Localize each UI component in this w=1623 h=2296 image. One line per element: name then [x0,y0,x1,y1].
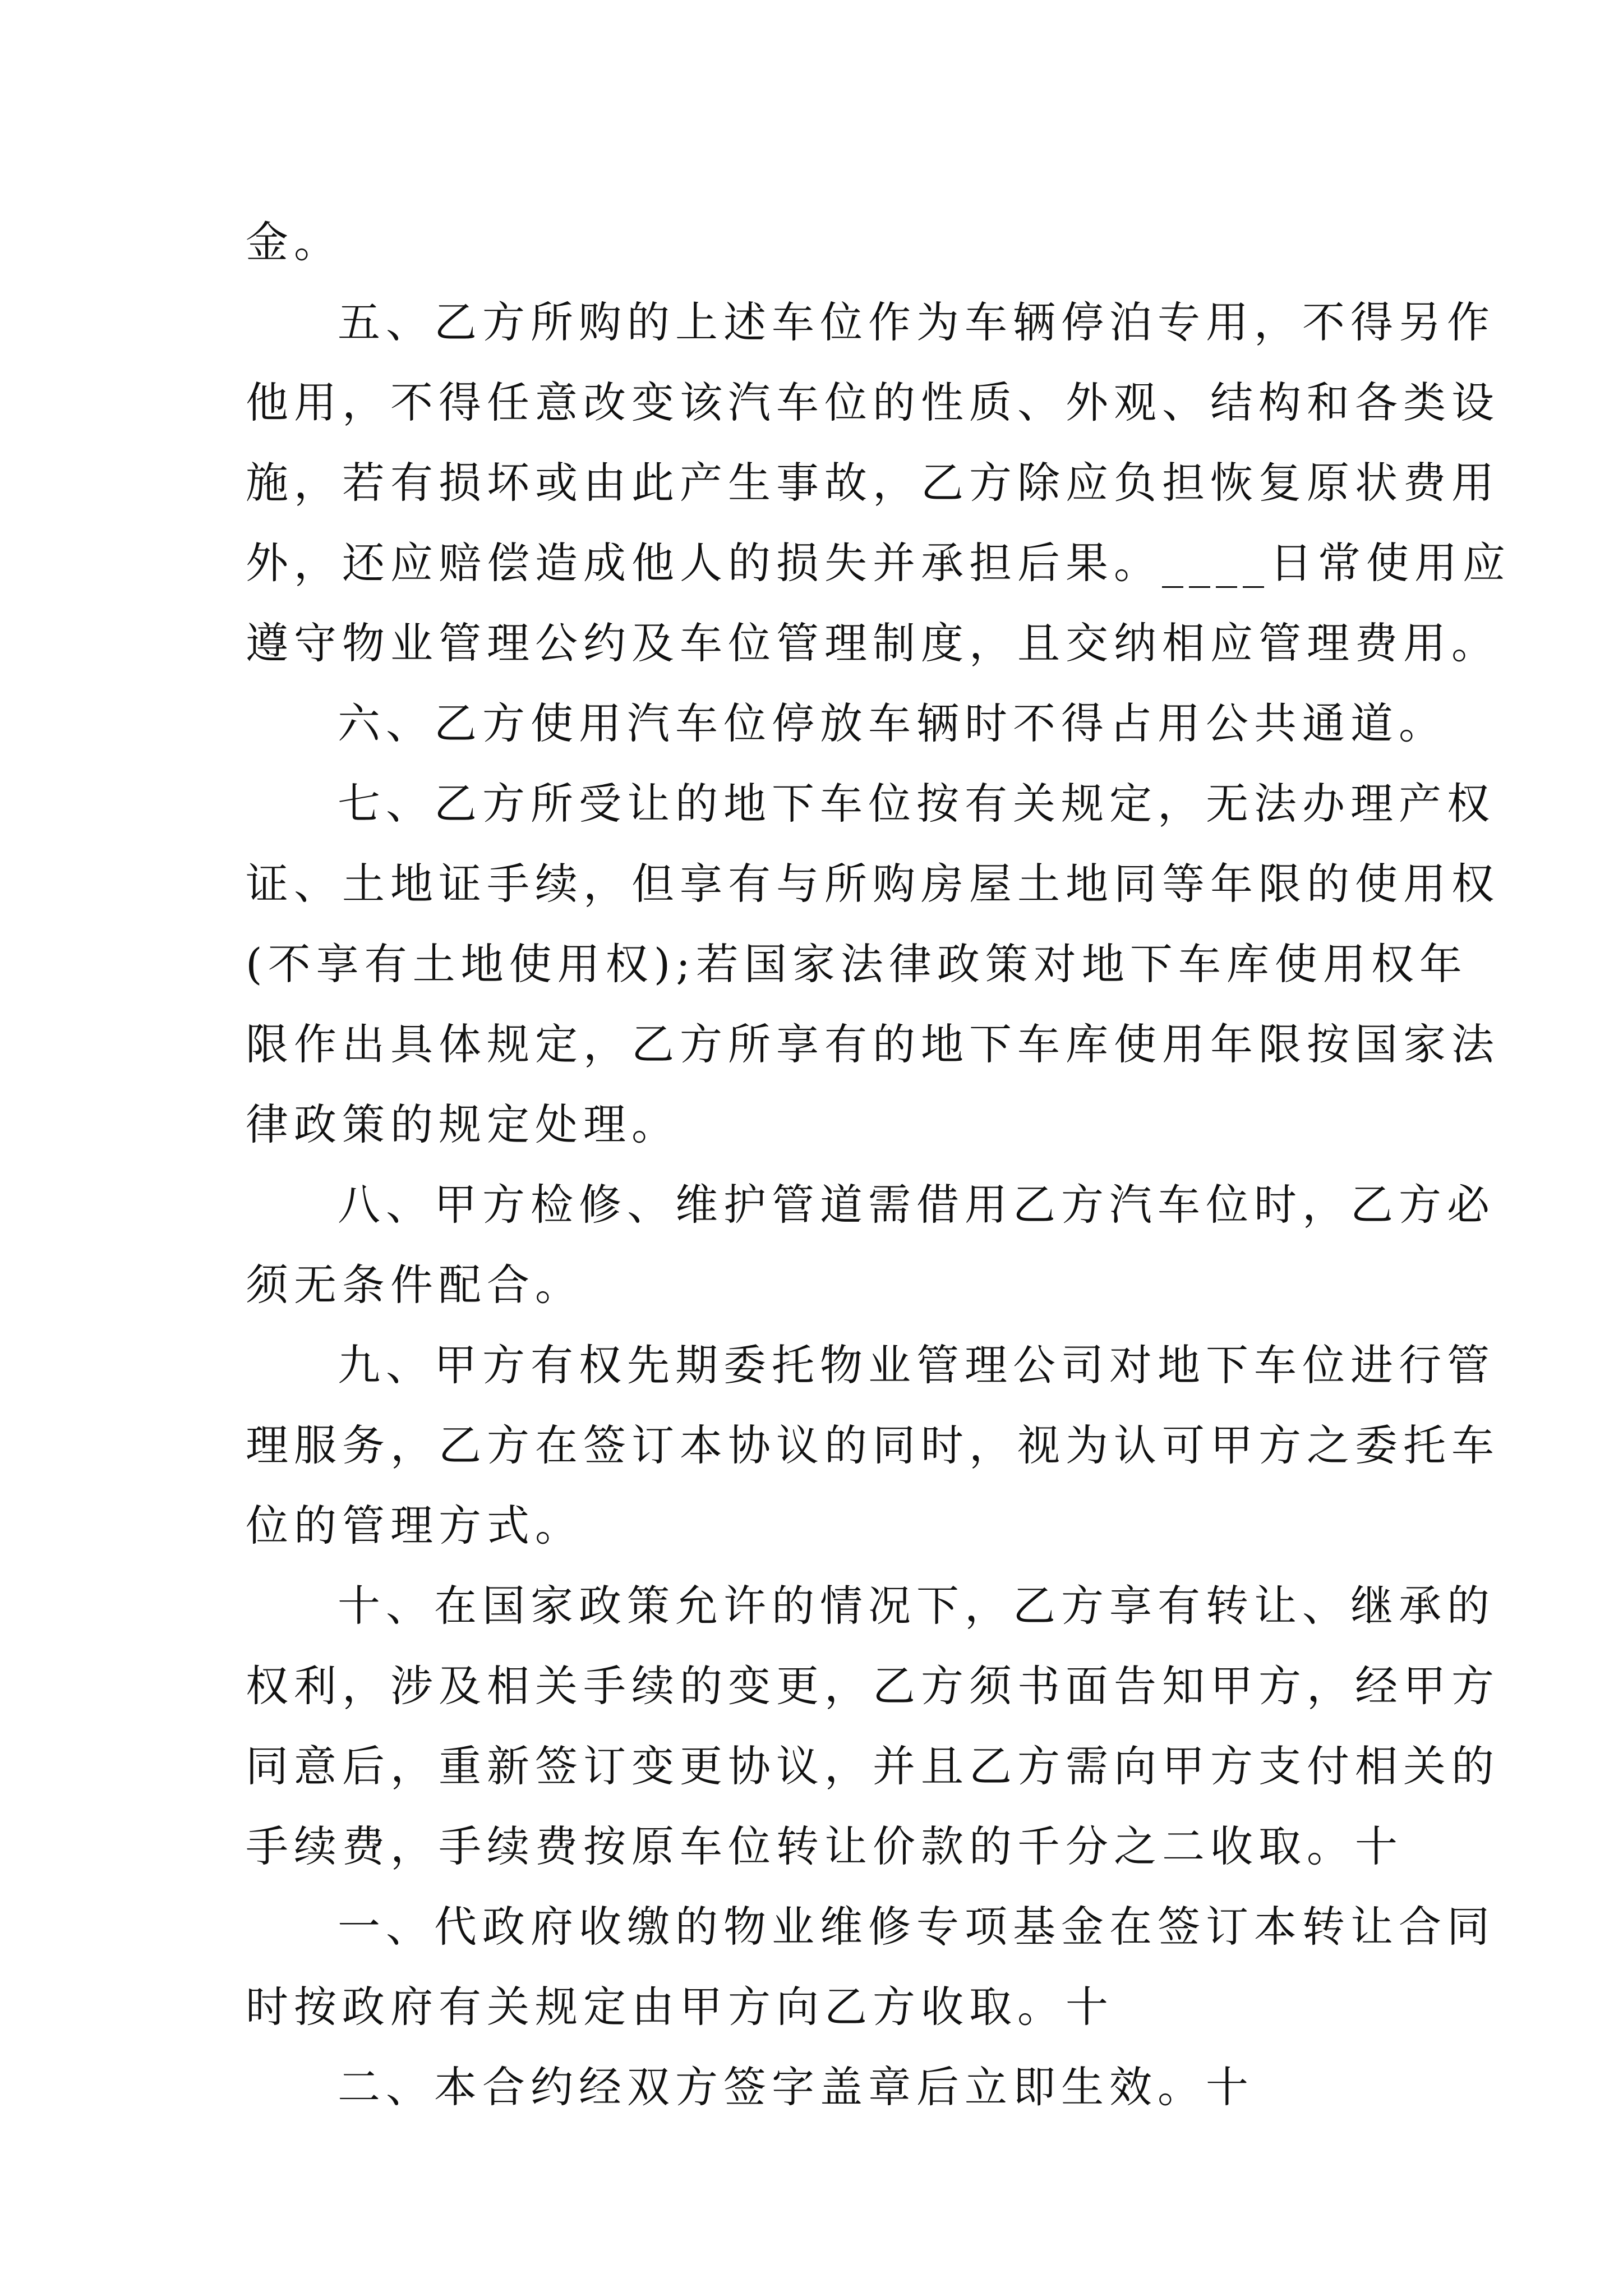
text-line: 他用，不得任意改变该汽车位的性质、外观、结构和各类设 [246,378,1500,427]
text-line: 须无条件配合。 [246,1260,583,1310]
text-line: 九、甲方有权先期委托物业管理公司对地下车位进行管 [338,1340,1495,1390]
text-line: 二、本合约经双方签字盖章后立即生效。十 [338,2062,1254,2112]
contract-text [246,202,1511,2127]
text-line: 施，若有损坏或由此产生事故，乙方除应负担恢复原状费用 [246,458,1500,508]
text-line: 位的管理方式。 [246,1501,583,1550]
text-line: 手续费，手续费按原车位转让价款的千分之二收取。十 [246,1821,1403,1871]
text-line: 六、乙方使用汽车位停放车辆时不得占用公共通道。 [338,698,1447,748]
text-line: 权利，涉及相关手续的变更，乙方须书面告知甲方，经甲方 [246,1661,1500,1711]
text-line: 外，还应赔偿造成他人的损失并承担后果。____日常使用应 [246,538,1511,588]
text-line: 遵守物业管理公约及车位管理制度，且交纳相应管理费用。 [246,618,1500,668]
text-line: 证、土地证手续，但享有与所购房屋土地同等年限的使用权 [246,859,1500,909]
text-line: 理服务，乙方在签订本协议的同时，视为认可甲方之委托车 [246,1420,1500,1470]
text-line: 律政策的规定处理。 [246,1099,680,1149]
text-line: 同意后，重新签订变更协议，并且乙方需向甲方支付相关的 [246,1741,1500,1791]
text-line: 金。 [246,217,342,267]
text-line: 八、甲方检修、维护管道需借用乙方汽车位时，乙方必 [338,1180,1495,1230]
text-line: (不享有土地使用权);若国家法律政策对地下车库使用权年 [246,939,1468,989]
text-line: 一、代政府收缴的物业维修专项基金在签订本转让合同 [338,1902,1495,1952]
text-line: 时按政府有关规定由甲方向乙方收取。十 [246,1982,1114,2032]
text-line: 限作出具体规定，乙方所享有的地下车库使用年限按国家法 [246,1019,1500,1069]
text-line: 七、乙方所受让的地下车位按有关规定，无法办理产权 [338,779,1495,829]
text-line: 十、在国家政策允许的情况下，乙方享有转让、继承的 [338,1581,1495,1631]
text-line: 五、乙方所购的上述车位作为车辆停泊专用，不得另作 [338,297,1495,347]
